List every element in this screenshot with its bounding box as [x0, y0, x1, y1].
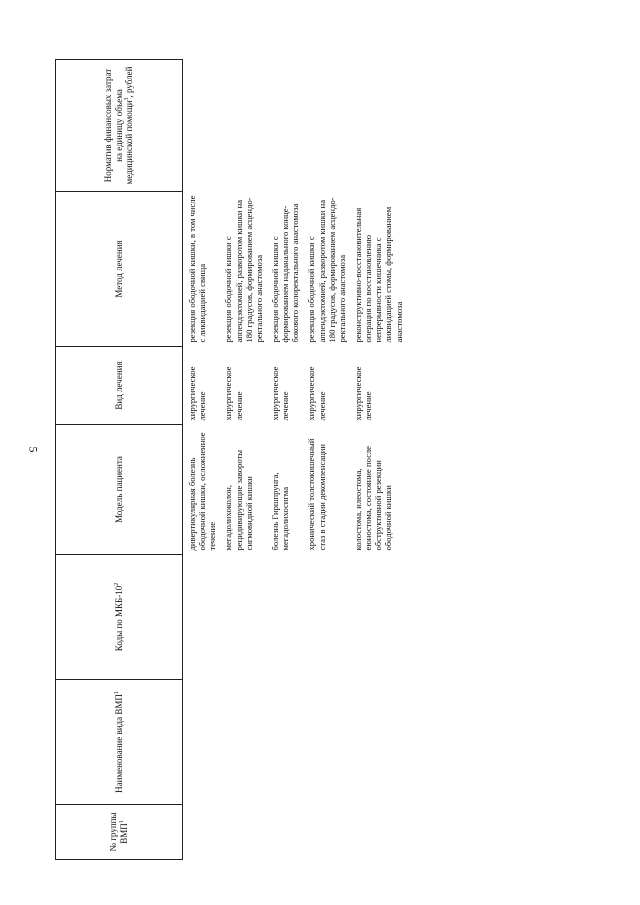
patient-model-cell: хронический толстокишечный стаз в стадии декомпенсации [306, 438, 327, 551]
treatment-type-cell: хирургическое лечение [352, 366, 374, 421]
table-row [303, 60, 350, 860]
page-number: 5 [26, 446, 41, 453]
treatment-method-cell: резекция ободочной кишки с формированием наданального конце-бокового колоректального анастомоза [269, 203, 301, 343]
treatment-method-cell: резекция ободочной кишки, в том числе с ликвидацией свища [187, 195, 208, 343]
patient-model-cell: мегадолихоколон, рецидивирующие завороты сигмовидной кишки [223, 449, 254, 551]
table-row [220, 60, 267, 860]
treatment-method-cell: реконструктивно-восстановительная операция по восстановлению непрерывности кишечника с ликвидацией стомы, формированием анастомоза [352, 206, 404, 343]
table-row [267, 60, 303, 860]
header-financial-norm: Норматив финансовых затрат на единицу объема медицинской помощи$^3$, рублей [56, 60, 183, 192]
header-treatment-method: Метод лечения [56, 192, 183, 347]
treatment-type-cell: хирургическое лечение [269, 366, 291, 421]
header-group-number: № группы ВМП$^1$ [56, 805, 183, 860]
treatment-method-cell: резекция ободочной кишки с аппендэктомией, разворотом кишки на 180 градусов, формированием асцендо-ректального анастомоза [223, 197, 264, 343]
header-vmp-name: Наименование вида ВМП$^1$ [56, 680, 183, 805]
table-row [183, 60, 221, 860]
table-header-row [56, 60, 183, 860]
header-treatment-type: Вид лечения [56, 347, 183, 425]
treatment-type-cell: хирургическое лечение [187, 366, 208, 421]
rotated-table-container [55, 60, 404, 860]
treatment-type-cell: хирургическое лечение [223, 366, 244, 421]
patient-model-cell: колостома, илеостома, еюностома, состояние после обструктивной резекции ободочной кишки [352, 446, 394, 551]
header-patient-model: Модель пациента [56, 425, 183, 555]
table-row [350, 60, 407, 860]
treatment-table [55, 59, 407, 860]
header-icd-codes: Коды по МКБ-$10^2$ [56, 555, 183, 680]
patient-model-cell: болезнь Гиршпрунга, мегадолихосигма [269, 472, 291, 551]
treatment-method-cell: резекция ободочной кишки с аппендэктомией, разворотом кишки на 180 градусов, формированием асцендо-ректального анастомоза [306, 197, 347, 343]
patient-model-cell: дивертикулярная болезнь ободочной кишки, осложненное течение [187, 432, 218, 551]
treatment-type-cell: хирургическое лечение [306, 366, 327, 421]
